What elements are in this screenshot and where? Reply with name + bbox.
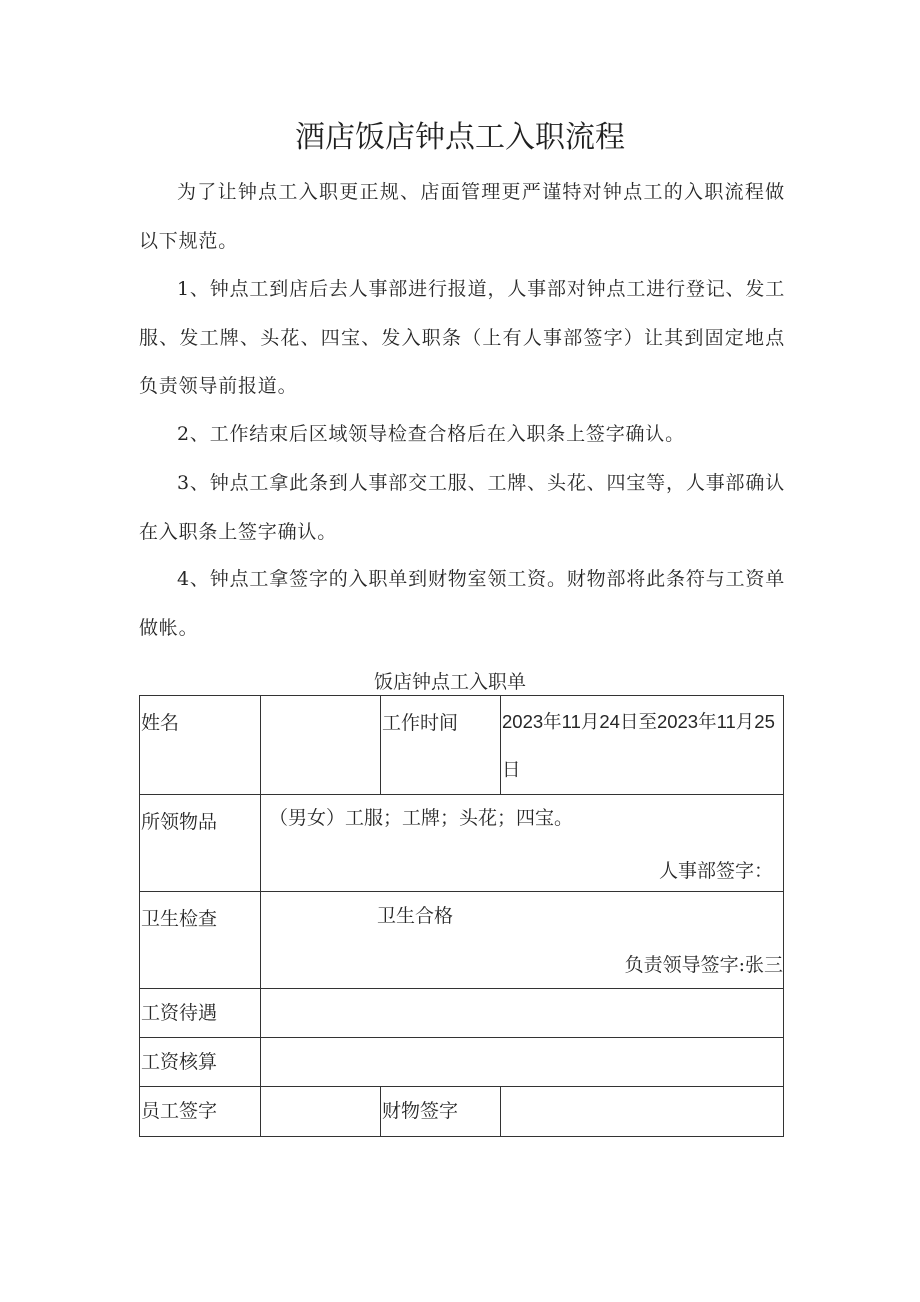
wage-check-label: 工资核算 (141, 1051, 218, 1073)
table-row (140, 1038, 784, 1087)
form-title: 饭店钟点工入职单 (373, 671, 526, 693)
items-label: 所领物品 (141, 811, 218, 833)
name-label: 姓名 (141, 712, 180, 734)
employee-sign-label: 员工签字 (141, 1100, 218, 1122)
wage-value-cell[interactable] (261, 989, 784, 1038)
hygiene-label-cell (140, 892, 261, 989)
onboarding-form-table (139, 695, 784, 1137)
items-value-cell[interactable] (261, 795, 784, 892)
finance-sign-label: 财物签字 (382, 1100, 459, 1122)
step-3-paragraph: 3、钟点工拿此条到人事部交工服、工牌、头花、四宝等，人事部确认在入职条上签字确认。 (139, 472, 785, 543)
finance-sign-label-cell (381, 1087, 501, 1137)
employee-sign-value (261, 1087, 380, 1097)
wage-label-cell (140, 989, 261, 1038)
wage-check-value (261, 1038, 783, 1048)
work-time-value: 2023年11月24日至2023年11月25日 (502, 711, 775, 780)
table-row (140, 892, 784, 989)
hygiene-result: 卫生合格 (377, 905, 454, 927)
wage-label: 工资待遇 (141, 1002, 218, 1024)
table-row (140, 795, 784, 892)
name-value (261, 696, 380, 709)
hygiene-label: 卫生检查 (141, 908, 218, 930)
page-title: 酒店饭店钟点工入职流程 (295, 120, 625, 155)
leader-sign: 负责领导签字:张三 (624, 954, 783, 976)
name-value-cell[interactable] (261, 696, 381, 795)
employee-sign-label-cell (140, 1087, 261, 1137)
work-time-label: 工作时间 (382, 712, 459, 734)
wage-check-value-cell[interactable] (261, 1038, 784, 1087)
finance-sign-value (501, 1087, 783, 1097)
work-time-label-cell (381, 696, 501, 795)
hr-sign-label: 人事部签字： (658, 860, 773, 882)
name-label-cell (140, 696, 261, 795)
wage-check-label-cell (140, 1038, 261, 1087)
items-value: （男女）工服；工牌；头花；四宝。 (269, 807, 574, 829)
hygiene-value-cell[interactable] (261, 892, 784, 989)
employee-sign-value-cell[interactable] (261, 1087, 381, 1137)
wage-value (261, 989, 783, 999)
work-time-value-cell[interactable] (501, 696, 784, 795)
items-label-cell (140, 795, 261, 892)
step-1-paragraph: 1、钟点工到店后去人事部进行报道，人事部对钟点工进行登记、发工服、发工牌、头花、四宝、发入职条（上有人事部签字）让其到固定地点负责领导前报道。 (139, 278, 785, 397)
intro-paragraph: 为了让钟点工入职更正规、店面管理更严谨特对钟点工的入职流程做以下规范。 (139, 181, 785, 252)
step-2-paragraph: 2、工作结束后区域领导检查合格后在入职条上签字确认。 (177, 423, 685, 445)
table-row (140, 989, 784, 1038)
step-4-paragraph: 4、钟点工拿签字的入职单到财物室领工资。财物部将此条符与工资单做帐。 (139, 568, 785, 639)
table-row (140, 1087, 784, 1137)
finance-sign-value-cell[interactable] (501, 1087, 784, 1137)
table-row (140, 696, 784, 795)
